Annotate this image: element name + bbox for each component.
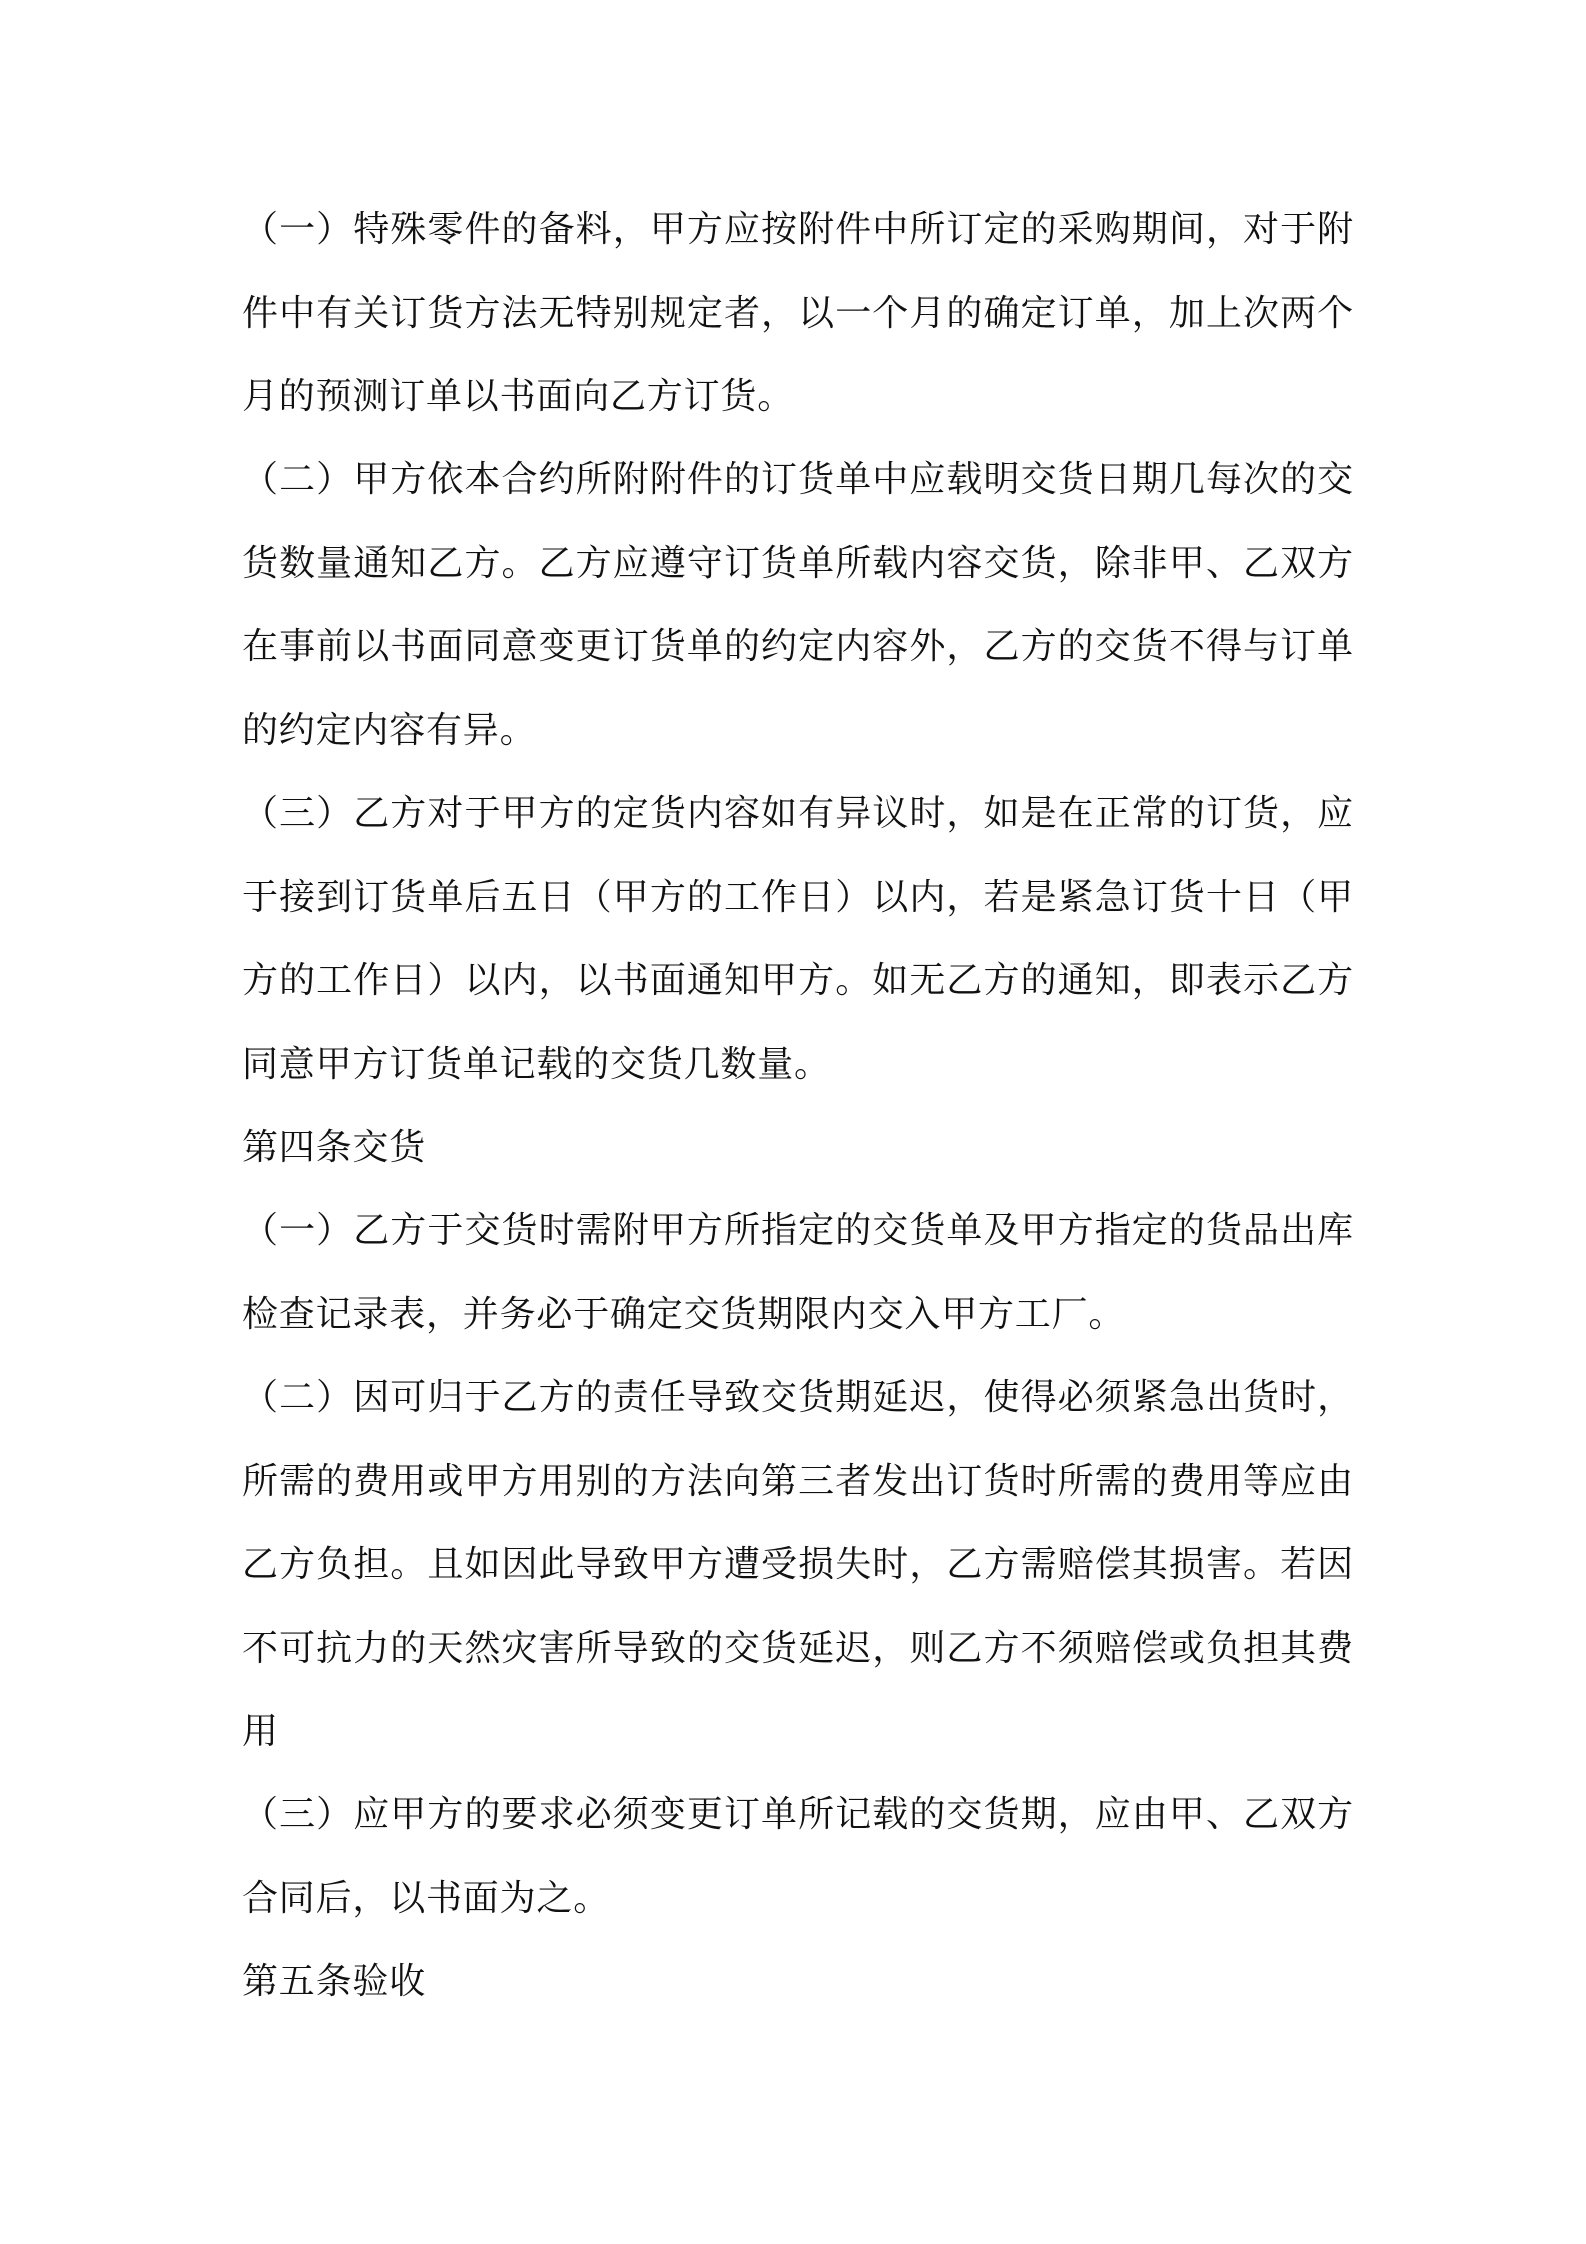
- section-heading-delivery: 第四条交货: [242, 1127, 427, 1168]
- paragraph-order-form: （二）甲方依本合约所附附件的订货单中应载明交货日期几每次的交货数量通知乙方。乙方应遵守订货单所载内容交货，除非甲、乙双方在事前以书面同意变更订货单的约定内容外，乙方的交货不得与订单的约定内容有异。: [242, 459, 1354, 751]
- paragraph-delivery-docs: （一）乙方于交货时需附甲方所指定的交货单及甲方指定的货品出库检查记录表，并务必于确定交货期限内交入甲方工厂。: [242, 1210, 1354, 1335]
- paragraph-objection: （三）乙方对于甲方的定货内容如有异议时，如是在正常的订货，应于接到订货单后五日（甲方的工作日）以内，若是紧急订货十日（甲方的工作日）以内，以书面通知甲方。如无乙方的通知，即表示乙方同意甲方订货单记载的交货几数量。: [242, 793, 1354, 1085]
- paragraph-change-delivery: （三）应甲方的要求必须变更订单所记载的交货期，应由甲、乙双方合同后，以书面为之。: [242, 1794, 1354, 1919]
- section-heading-acceptance: 第五条验收: [242, 1961, 427, 2002]
- paragraph-special-parts: （一）特殊零件的备料，甲方应按附件中所订定的采购期间，对于附件中有关订货方法无特别规定者，以一个月的确定订单，加上次两个月的预测订单以书面向乙方订货。: [242, 209, 1354, 417]
- paragraph-delay-liability: （二）因可归于乙方的责任导致交货期延迟，使得必须紧急出货时，所需的费用或甲方用别的方法向第三者发出订货时所需的费用等应由乙方负担。且如因此导致甲方遭受损失时，乙方需赔偿其损害。若因不可抗力的天然灾害所导致的交货延迟，则乙方不须赔偿或负担其费用: [242, 1377, 1354, 1752]
